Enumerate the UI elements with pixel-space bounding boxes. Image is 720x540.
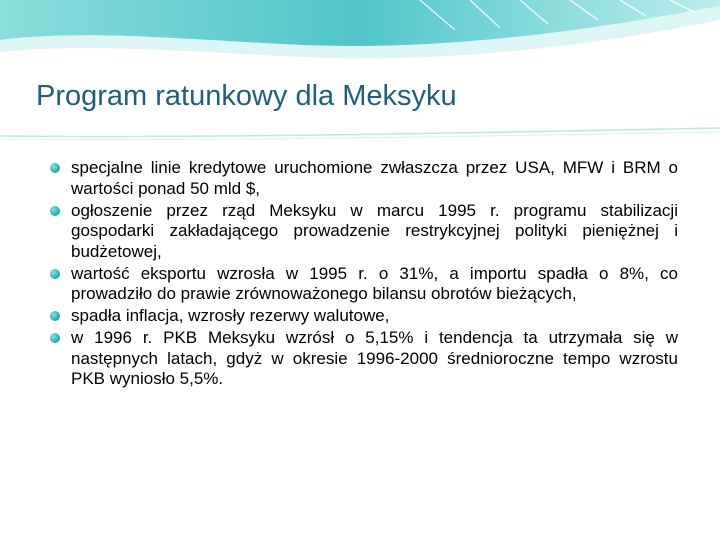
bullet-text: ogłoszenie przez rząd Meksyku w marcu 1995 r. programu stabilizacji gospodarki zakładającego prowadzenie restrykcyjnej polityki pieniężnej i budżetowej,: [71, 200, 678, 261]
bullet-text: spadła inflacja, wzrosły rezerwy walutowe,: [71, 306, 390, 325]
slide-title: Program ratunkowy dla Meksyku: [36, 80, 457, 112]
bullet-text: specjalne linie kredytowe uruchomione zwłaszcza przez USA, MFW i BRM o wartości ponad 50 mld $,: [71, 158, 678, 198]
list-item: [50, 328, 678, 390]
bullet-circle-icon: [50, 206, 60, 216]
list-item: [50, 264, 678, 305]
title-underline-decoration: [0, 126, 720, 142]
list-item: [50, 201, 678, 263]
bullet-circle-icon: [50, 311, 60, 321]
bullet-circle-icon: [50, 269, 60, 279]
list-item: [50, 158, 678, 199]
bullet-text: wartość eksportu wzrosła w 1995 r. o 31%, a importu spadła o 8%, co prowadziło do prawie zrównoważonego bilansu obrotów bieżących,: [71, 263, 678, 303]
bullet-text: w 1996 r. PKB Meksyku wzrósł o 5,15% i tendencja ta utrzymała się w następnych latach, gdyż w okresie 1996-2000 średnioroczne tempo wzrostu PKB wyniosło 5,5%.: [71, 328, 678, 388]
list-item: [50, 306, 678, 327]
header-wave-decoration: [0, 0, 720, 70]
bullet-list: [50, 158, 678, 391]
bullet-circle-icon: [50, 163, 60, 173]
bullet-circle-icon: [50, 333, 60, 343]
